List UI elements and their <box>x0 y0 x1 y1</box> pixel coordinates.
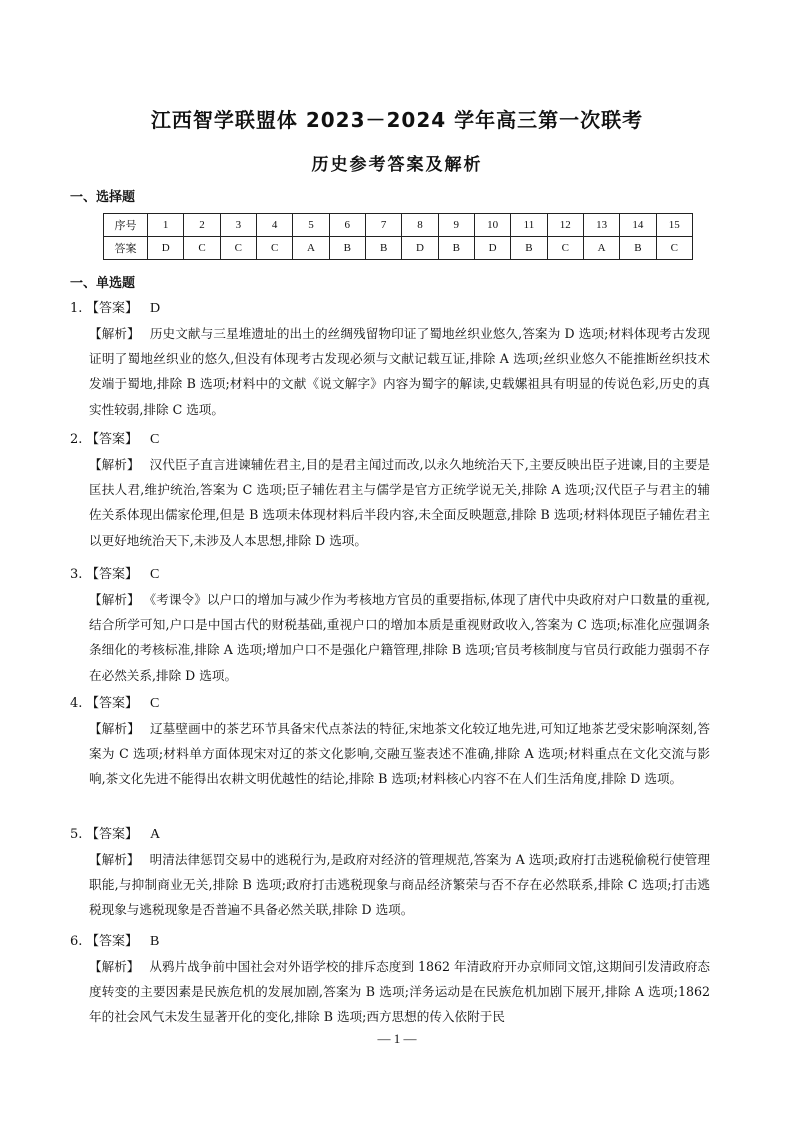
answer-line <box>70 822 710 847</box>
page-title: 江西智学联盟体 2023－2024 学年高三第一次联考 <box>150 108 644 132</box>
question-number: 6. <box>70 934 83 949</box>
table-cell-number: 3 <box>220 214 256 237</box>
table-cell-number: 5 <box>293 214 329 237</box>
answer-value: D <box>150 301 161 316</box>
answer-table-number-row <box>104 214 693 237</box>
answer-line <box>70 929 710 954</box>
analysis-label: 【解析】 <box>89 852 140 867</box>
analysis-label: 【解析】 <box>89 592 140 607</box>
page-number: — 1 — <box>377 1031 417 1046</box>
analysis-text: 历史文献与三星堆遗址的出土的丝绸残留物印证了蜀地丝织业悠久,答案为 D 选项;材料体现考古发现证明了蜀地丝织业的悠久,但没有体现考古发现必须与文献记载互证,排除 A 选项;丝织业悠久不能推断丝织技术发端于蜀地,排除 B 选项;材料中的文献《说文解字》内容为蜀字的解读,史载嫘祖具有明显的传说色彩,历史的真实性较弱,排除 C 选项。 <box>89 326 710 417</box>
table-cell-number: 10 <box>474 214 510 237</box>
analysis-text: 《考课令》以户口的增加与减少作为考核地方官员的重要指标,体现了唐代中央政府对户口数量的重视,结合所学可知,户口是中国古代的财税基础,重视户口的增加本质是重视财政收入,答案为 C 选项;标准化应强调条条细化的考核标准,排除 A 选项;增加户口不是强化户籍管理,排除 B 选项;官员考核制度与官员行政能力强弱不存在必然关系,排除 D 选项。 <box>89 592 710 683</box>
question-item <box>70 691 710 792</box>
table-cell-number: 6 <box>329 214 365 237</box>
table-cell-answer: C <box>547 237 583 260</box>
table-cell-number: 15 <box>656 214 692 237</box>
analysis-text: 辽墓壁画中的茶艺环节具备宋代点茶法的特征,宋地茶文化较辽地先进,可知辽地茶艺受宋影响深刻,答案为 C 选项;材料单方面体现宋对辽的茶文化影响,交融互鉴表述不准确,排除 A 选项;材料重点在文化交流与影响,茶文化先进不能得出农耕文明优越性的结论,排除 B 选项;材料核心内容不在人们生活角度,排除 D 选项。 <box>89 721 710 787</box>
answer-line <box>70 562 710 587</box>
answer-label: 【答案】 <box>86 934 139 949</box>
table-cell-answer: A <box>583 237 619 260</box>
question-item <box>70 296 710 422</box>
analysis-paragraph <box>89 321 710 422</box>
table-cell-number: 2 <box>184 214 220 237</box>
answer-label: 【答案】 <box>86 432 139 447</box>
table-cell-answer: B <box>511 237 547 260</box>
answer-label: 【答案】 <box>86 567 139 582</box>
table-cell-answer: D <box>402 237 438 260</box>
table-cell-answer: C <box>656 237 692 260</box>
table-cell-answer: B <box>365 237 401 260</box>
table-cell-answer: C <box>184 237 220 260</box>
answer-label: 【答案】 <box>86 696 139 711</box>
answer-table-answer-row <box>104 237 693 260</box>
analysis-paragraph <box>89 587 710 688</box>
table-header-cell: 答案 <box>104 237 148 260</box>
answer-value: A <box>150 827 161 842</box>
analysis-label: 【解析】 <box>89 721 140 736</box>
table-cell-answer: B <box>438 237 474 260</box>
analysis-text: 从鸦片战争前中国社会对外语学校的排斥态度到 1862 年清政府开办京师同文馆,这期间引发清政府态度转变的主要因素是民族危机的发展加剧,答案为 B 选项;洋务运动是在民族危机加剧下展开,排除 A 选项;1862 年的社会风气未发生显著开化的变化,排除 B 选项;西方思想的传入依附于民 <box>89 959 711 1025</box>
question-number: 2. <box>70 432 83 447</box>
analysis-paragraph <box>89 847 710 923</box>
table-cell-number: 8 <box>402 214 438 237</box>
table-cell-number: 12 <box>547 214 583 237</box>
table-cell-answer: D <box>474 237 510 260</box>
question-number: 1. <box>70 301 83 316</box>
answer-value: B <box>150 934 160 949</box>
answer-line <box>70 296 710 321</box>
question-item <box>70 562 710 688</box>
analysis-label: 【解析】 <box>89 326 140 341</box>
table-cell-answer: B <box>329 237 365 260</box>
question-number: 4. <box>70 696 83 711</box>
table-cell-number: 9 <box>438 214 474 237</box>
table-cell-number: 11 <box>511 214 547 237</box>
answer-table <box>103 213 693 260</box>
analysis-paragraph <box>89 954 710 1030</box>
table-cell-answer: B <box>620 237 656 260</box>
question-item <box>70 822 710 923</box>
analysis-text: 明清法律惩罚交易中的逃税行为,是政府对经济的管理规范,答案为 A 选项;政府打击逃税偷税行使管理职能,与抑制商业无关,排除 B 选项;政府打击逃税现象与商品经济繁荣与否不存在必然联系,排除 C 选项;打击逃税现象与逃税现象是否普遍不具备必然关联,排除 D 选项。 <box>89 852 710 918</box>
table-cell-number: 13 <box>583 214 619 237</box>
analysis-paragraph <box>89 716 710 792</box>
analysis-paragraph <box>89 452 710 553</box>
answer-value: C <box>150 696 160 711</box>
table-header-cell: 序号 <box>104 214 148 237</box>
answer-line <box>70 427 710 452</box>
table-cell-number: 4 <box>256 214 292 237</box>
table-cell-number: 1 <box>148 214 184 237</box>
table-cell-number: 7 <box>365 214 401 237</box>
analysis-label: 【解析】 <box>89 959 140 974</box>
table-cell-answer: C <box>256 237 292 260</box>
analysis-text: 汉代臣子直言进谏辅佐君主,目的是君主闻过而改,以永久地统治天下,主要反映出臣子进谏,目的主要是匡扶人君,维护统治,答案为 C 选项;臣子辅佐君主与儒学是官方正统学说无关,排除 A 选项;汉代臣子与君主的辅佐关系体现出儒家伦理,但是 B 选项未体现材料后半段内容,未全面反映题意,排除 B 选项;材料体现臣子辅佐君主以更好地统治天下,未涉及人本思想,排除 D 选项。 <box>89 457 711 548</box>
question-item <box>70 929 710 1030</box>
table-cell-answer: C <box>220 237 256 260</box>
question-number: 3. <box>70 567 83 582</box>
table-cell-number: 14 <box>620 214 656 237</box>
answer-value: C <box>150 432 160 447</box>
question-number: 5. <box>70 827 83 842</box>
section-heading-choice: 一、选择题 <box>70 190 136 205</box>
table-cell-answer: D <box>148 237 184 260</box>
answer-line <box>70 691 710 716</box>
table-cell-answer: A <box>293 237 329 260</box>
answer-label: 【答案】 <box>86 301 139 316</box>
section-heading-single-choice: 一、单选题 <box>70 276 136 291</box>
question-item <box>70 427 710 553</box>
answer-label: 【答案】 <box>86 827 139 842</box>
page-subtitle: 历史参考答案及解析 <box>311 155 483 175</box>
answer-value: C <box>150 567 160 582</box>
analysis-label: 【解析】 <box>89 457 140 472</box>
